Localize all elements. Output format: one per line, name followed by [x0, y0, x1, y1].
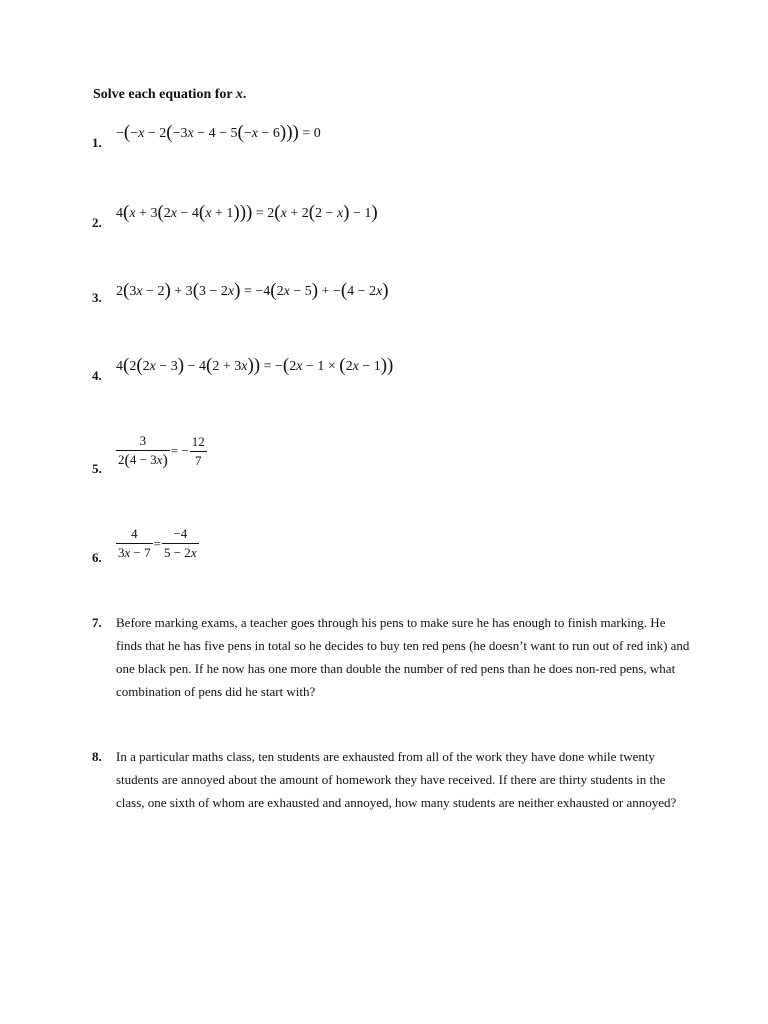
problem-5-number: 5. [92, 461, 102, 476]
problem-5-left-fraction: $\frac{3}{2(4 - 3x)}$ [118, 433, 168, 469]
problem-6-left-fraction: $\frac{4}{3x - 7}$ [118, 526, 151, 560]
problem-3-number: 3. [92, 290, 102, 305]
problem-8-text: In a particular maths class, ten students are exhausted from all of the work they have done while twenty students are annoyed about the amount of homework they have received. If there are thirty students in the class, one sixth of whom are exhausted and annoyed, how many students are neither exhausted or annoyed? [116, 749, 677, 810]
problem-2-number: 2. [92, 215, 102, 230]
problem-3-equation: 2(3x − 2) + 3(3 − 2x) = −4(2x − 5) + −(4 − 2x) [116, 280, 389, 301]
problem-8-number: 8. [92, 749, 102, 764]
worksheet-title: Solve each equation for x. [93, 87, 247, 102]
problem-4-number: 4. [92, 368, 102, 383]
problem-1-equation: −(−x − 2(−3x − 4 − 5(−x − 6))) = 0 [116, 122, 321, 143]
problem-4-equation: 4(2(2x − 3) − 4(2 + 3x)) = −(2x − 1 × (2x − 1)) [116, 355, 394, 376]
problem-7-text: Before marking exams, a teacher goes through his pens to make sure he has enough to finish marking. He finds that he has five pens in total so he decides to buy ten red pens (he doesn’t want to run out of red ink) and one black pen. If he now has one more than double the number of red pens than he does non-red pens, what combination of pens did he start with? [116, 615, 690, 699]
problem-6-equation: $\frac{4}{3x - 7}$ = $\frac{-4}{5 - 2x}$ [118, 526, 197, 560]
problem-2-equation: 4(x + 3(2x − 4(x + 1))) = 2(x + 2(2 − x) − 1) [116, 202, 378, 223]
problem-6-right-fraction: $\frac{-4}{5 - 2x}$ [163, 526, 197, 560]
problem-6-number: 6. [92, 550, 102, 565]
problem-5-equation: $\frac{3}{2(4 - 3x)}$ = − $\frac{12}{7}$ [118, 433, 205, 469]
problem-5-right-fraction: $\frac{12}{7}$ [191, 433, 205, 468]
problem-7-number: 7. [92, 615, 102, 630]
problem-1-number: 1. [92, 135, 102, 150]
